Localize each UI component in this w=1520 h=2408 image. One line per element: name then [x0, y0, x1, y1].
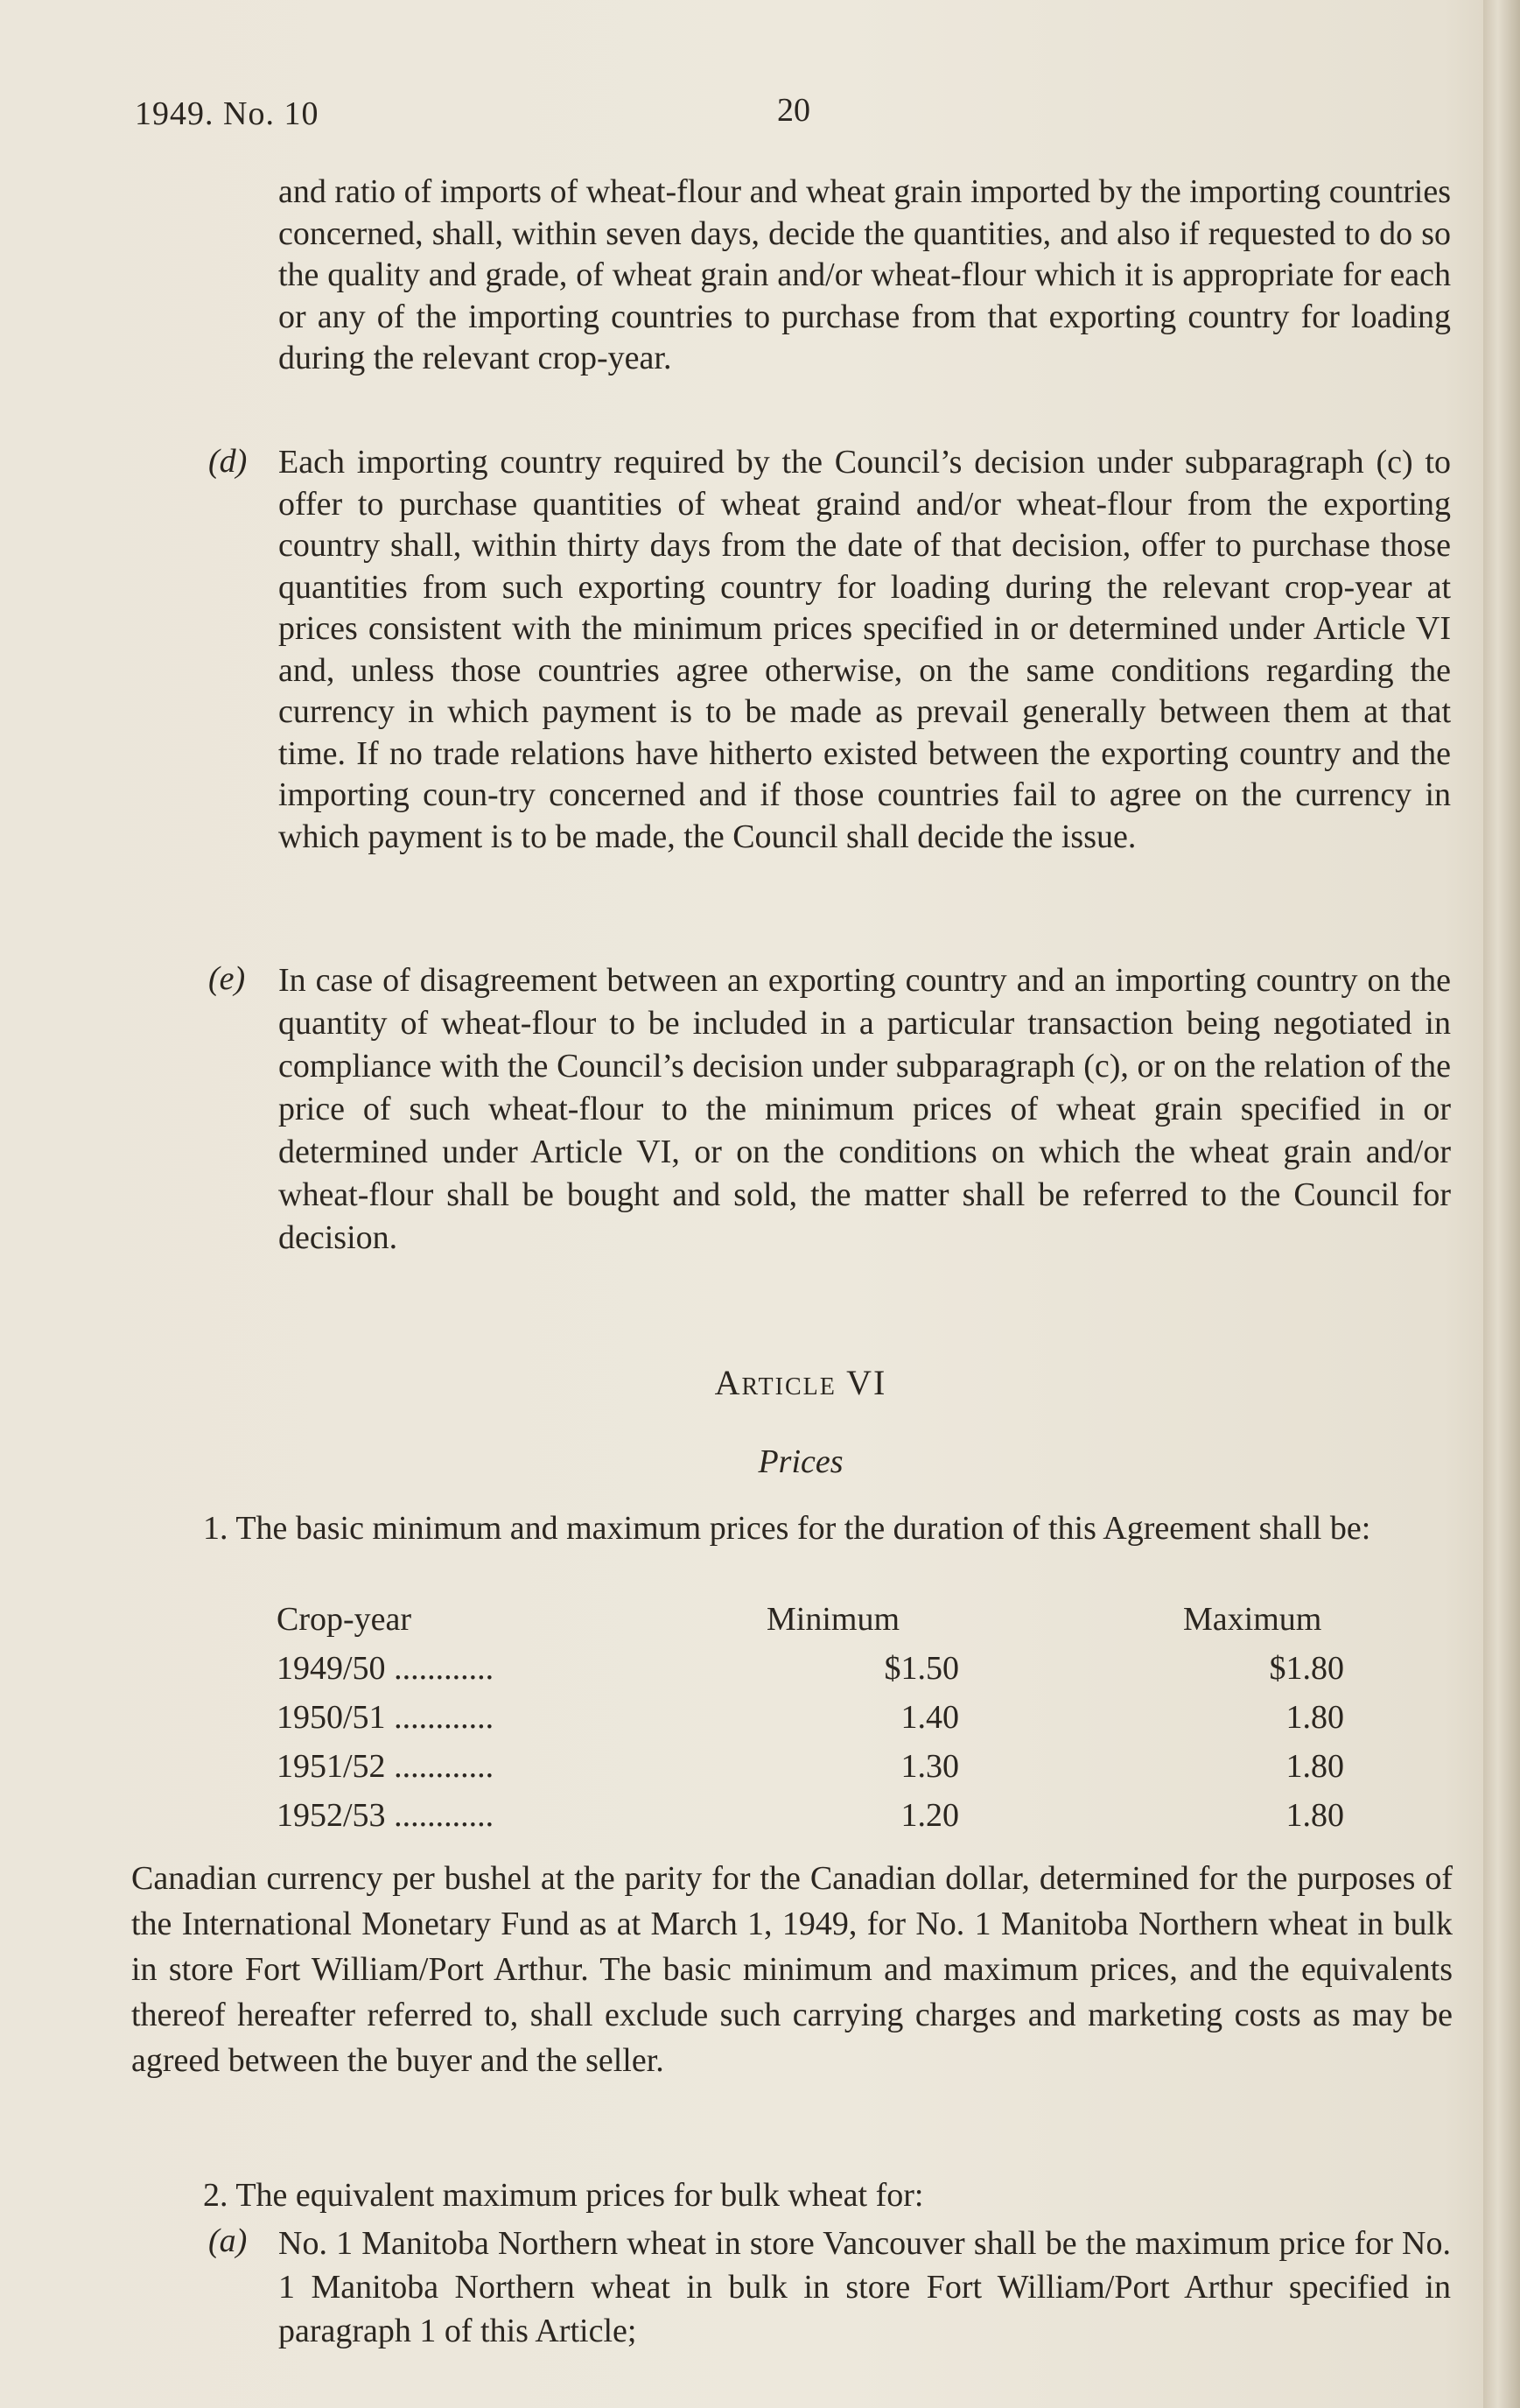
cell-minimum: 1.40 [900, 1699, 959, 1736]
cell-minimum: 1.30 [900, 1748, 959, 1785]
cell-crop-year: 1951/52 ............ [277, 1748, 494, 1785]
paragraph-d-label: (d) [208, 443, 248, 480]
paragraph-e-label: (e) [208, 960, 246, 997]
cell-crop-year: 1952/53 ............ [277, 1797, 494, 1834]
clause-1-continuation: Canadian currency per bushel at the parity for the Canadian dollar, determined for the purposes of the International Monetary Fund as at March 1, 1949, for No. 1 Manitoba Northern wheat in bulk in store Fort William/Port Arthur. The basic minimum and maximum prices, and the equivalents thereof hereafter referred to, shall exclude such carrying charges and marketing costs as may be agreed between the buyer and the seller. [131, 1860, 1453, 2079]
clause-1-intro: 1. The basic minimum and maximum prices for the duration of this Agreement shall be: [203, 1510, 1371, 1547]
cell-crop-year: 1949/50 ............ [277, 1650, 494, 1687]
table-row [277, 1796, 1414, 1845]
cell-minimum: $1.50 [884, 1650, 959, 1687]
table-row [277, 1698, 1414, 1747]
paragraph-d-text: Each importing country required by the Council’s decision under subparagraph (c) to offer to purchase quantities of wheat graind and/or wheat-flour from the exporting country shall, within thirty days from the date of that decision, offer to purchase those quantities from such exporting country for loading during the relevant crop-year at prices consistent with the minimum prices specified in or determined under Article VI and, unless those countries agree otherwise, on the same conditions regarding the currency in which payment is to be made as prevail generally between them at that time. If no trade relations have hitherto existed between the exporting country and the importing coun-try concerned and if those countries fail to agree on the currency in which payment is to be made, the Council shall decide the issue. [278, 444, 1451, 855]
clause-2-intro: 2. The equivalent maximum prices for bulk wheat for: [203, 2177, 924, 2214]
article-subheading: Prices [758, 1443, 844, 1480]
cell-maximum: 1.80 [1285, 1699, 1344, 1736]
article-heading-text: Article VI [714, 1363, 887, 1402]
cell-crop-year: 1950/51 ............ [277, 1699, 494, 1736]
article-heading [0, 1362, 1520, 1403]
paragraph-e-text: In case of disagreement between an exporting country and an importing country on the quantity of wheat-flour to be included in a particular transaction being negotiated in compliance with the Council’s decision under subparagraph (c), or on the relation of the price of such wheat-flour to the minimum prices of wheat grain specified in or determined under Article VI, or on the conditions on which the wheat grain and/or wheat-flour shall be bought and sold, the matter shall be referred to the Council for decision. [278, 962, 1451, 1256]
cell-maximum: $1.80 [1269, 1650, 1344, 1687]
paragraph-c-continuation: and ratio of imports of wheat-flour and wheat grain imported by the importing countries concerned, shall, within seven days, decide the quantities, and also if requested to do so the quality and grade, of wheat grain and/or wheat-flour which it is appropriate for each or any of the importing countries to purchase from that exporting country for loading during the relevant crop-year. [278, 173, 1451, 376]
page-edge-shadow [1483, 0, 1520, 2408]
header-minimum: Minimum [767, 1601, 900, 1638]
document-reference: 1949. No. 10 [135, 95, 319, 132]
clause-2a-text: No. 1 Manitoba Northern wheat in store Vancouver shall be the maximum price for No. 1 Manitoba Northern wheat in bulk in store Fort William/Port Arthur specified in paragraph 1 of this Article; [278, 2225, 1451, 2349]
cell-maximum: 1.80 [1285, 1797, 1344, 1834]
header-maximum: Maximum [1183, 1601, 1322, 1638]
cell-minimum: 1.20 [900, 1797, 959, 1834]
header-crop-year: Crop-year [277, 1601, 412, 1638]
cell-maximum: 1.80 [1285, 1748, 1344, 1785]
price-table-header [277, 1600, 1414, 1649]
page-number: 20 [777, 92, 810, 129]
table-row [277, 1747, 1414, 1796]
table-row [277, 1649, 1414, 1698]
clause-2a-label: (a) [208, 2222, 248, 2259]
